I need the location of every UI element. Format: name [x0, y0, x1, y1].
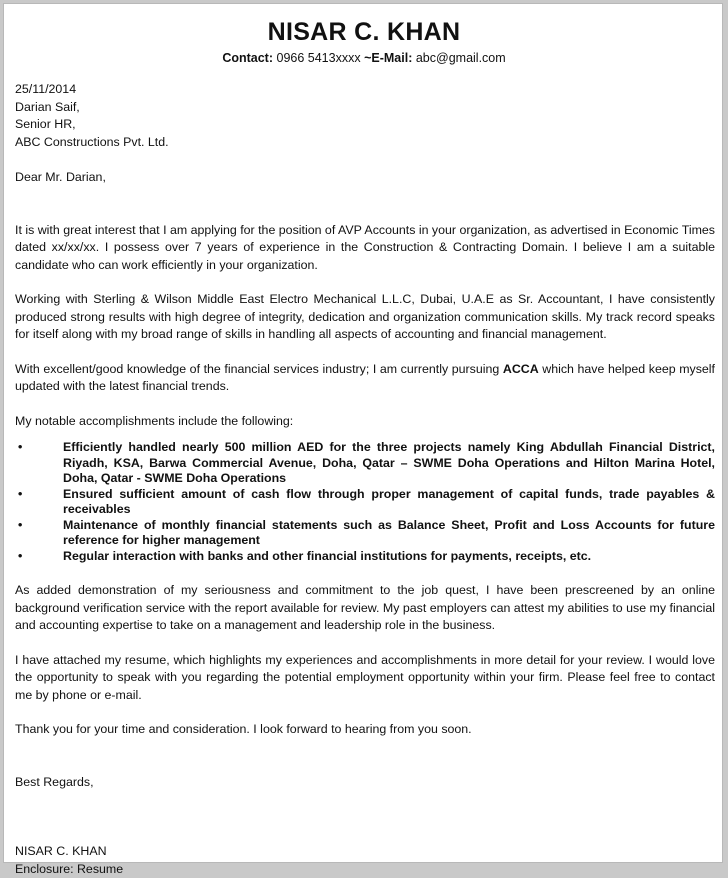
closing-regards: Best Regards,	[15, 774, 715, 792]
accomplishments-intro: My notable accomplishments include the following:	[15, 413, 715, 431]
knowledge-text-after: which have helped keep myself updated with the latest financial trends.	[15, 362, 715, 394]
list-item-text: Ensured sufficient amount of cash flow through proper management of capital funds, trade payables & receivables	[63, 487, 715, 517]
experience-paragraph: Working with Sterling & Wilson Middle East Electro Mechanical L.L.C, Dubai, U.A.E as Sr. Accountant, I have consistently produced strong results with high degree of integrity, dedication and organization communication skills. My track record speaks for itself along with my broad range of skills in handling all aspects of accounting and financial management.	[15, 291, 715, 344]
bullet-glyph: •	[18, 440, 22, 456]
bullet-glyph: •	[18, 518, 22, 534]
bullet-glyph: •	[18, 487, 22, 503]
bullet-glyph: •	[18, 549, 22, 565]
recipient-name: Darian Saif,	[15, 99, 715, 117]
attached-paragraph: I have attached my resume, which highlights my experiences and accomplishments in more detail for your review. I would love the opportunity to speak with you regarding the potential employment opportunity within your firm. Please feel free to contact me by phone or e-mail.	[15, 652, 715, 705]
knowledge-paragraph	[15, 361, 715, 396]
sender-name: NISAR C. KHAN	[4, 18, 724, 47]
list-item	[15, 487, 715, 518]
list-item	[15, 518, 715, 549]
phone-number: 0966 5413xxxx	[277, 51, 361, 65]
list-item-text: Efficiently handled nearly 500 million AED for the three projects namely King Abdullah Financial District, Riyadh, KSA, Barwa Commercial Avenue, Doha, Qatar – SWME Doha Operations and Hilton Marina Hotel, Doha, Qatar - SWME Doha Operations	[63, 440, 715, 485]
list-item-text: Maintenance of monthly financial statements such as Balance Sheet, Profit and Loss Accounts for future reference for higher management	[63, 518, 715, 548]
recipient-title: Senior HR,	[15, 116, 715, 134]
letter-body	[15, 81, 715, 878]
list-item-text: Regular interaction with banks and other financial institutions for payments, receipts, etc.	[63, 549, 591, 563]
letter-date: 25/11/2014	[15, 81, 715, 99]
contact-line	[4, 51, 724, 65]
email-address: abc@gmail.com	[416, 51, 506, 65]
salutation: Dear Mr. Darian,	[15, 169, 715, 187]
thanks-paragraph: Thank you for your time and consideration. I look forward to hearing from you soon.	[15, 721, 715, 739]
recipient-company: ABC Constructions Pvt. Ltd.	[15, 134, 715, 152]
letter-page	[3, 3, 723, 863]
intro-paragraph: It is with great interest that I am applying for the position of AVP Accounts in your organization, as advertised in Economic Times dated xx/xx/xx. I possess over 7 years of experience in the Construction & Contracting Domain. I believe I am a suitable candidate who can work efficiently in your organization.	[15, 222, 715, 275]
contact-separator: ~	[364, 51, 371, 65]
acca-bold: ACCA	[503, 362, 539, 376]
list-item	[15, 440, 715, 487]
demonstration-paragraph: As added demonstration of my seriousness and commitment to the job quest, I have been prescreened by an online background verification service with the report available for review. My past employers can attest my abilities to use my financial and accounting expertise to take on a management and leadership role in the business.	[15, 582, 715, 635]
knowledge-text-before: With excellent/good knowledge of the financial services industry; I am currently pursuing	[15, 362, 503, 376]
list-item	[15, 549, 715, 565]
enclosure-note: Enclosure: Resume	[15, 861, 715, 878]
contact-label: Contact:	[222, 51, 273, 65]
accomplishments-list	[15, 440, 715, 564]
signature-name: NISAR C. KHAN	[15, 843, 715, 861]
email-label: E-Mail:	[371, 51, 412, 65]
